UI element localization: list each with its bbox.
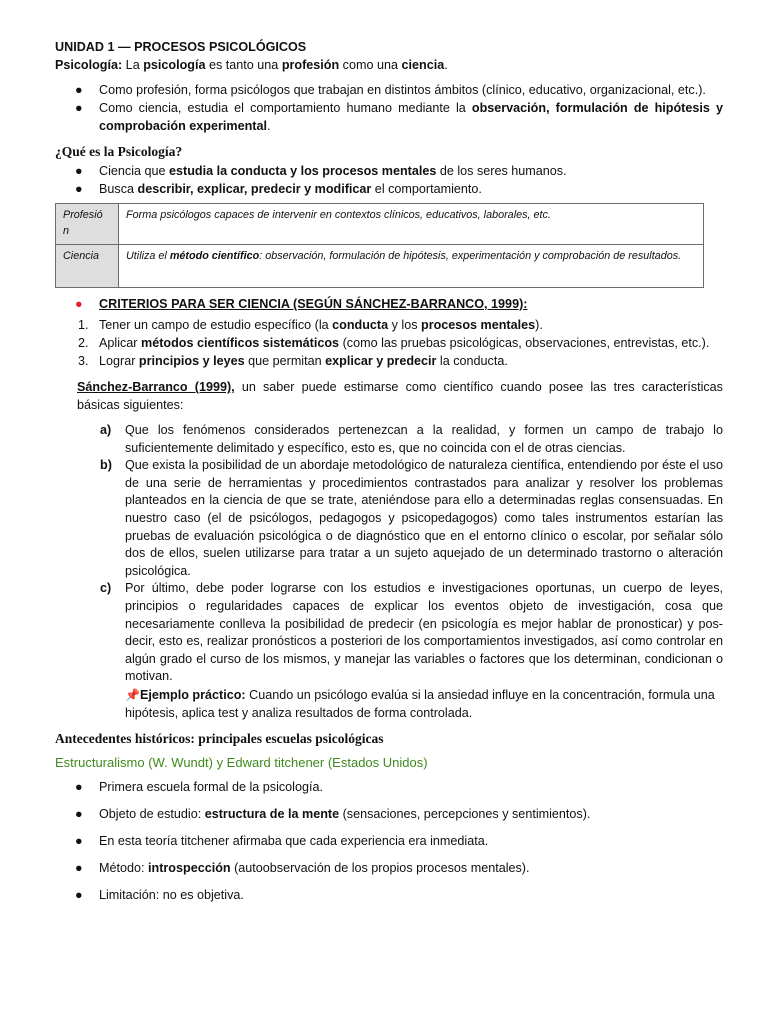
antecedentes-heading: Antecedentes históricos: principales escuelas psicológicas [55, 731, 384, 747]
pushpin-icon: 📌 [125, 687, 140, 702]
list-item: b) Que exista la posibilidad de un abordaje metodológico de naturaleza científica, entendiendo por éste el uso de una serie de herramientas y procedimientos contrastados para analizar y resolver los problemas planteados en la ciencia de que se trate, ateniéndose para ello a determinadas reglas consensuadas. En nuestro caso (el de psicólogos, pedagogos y psicopedagogos) como tales instrumentos estarían las pruebas de evaluación psicológica o de diagnóstico que en el entorno clínico o escolar, por señalar sólo dos de ellos, suelen utilizarse para tratar a un sujeto aquejado de un determinado trastorno o alteración psicológica. [100, 458, 723, 578]
list-item: ● Objeto de estudio: estructura de la mente (sensaciones, percepciones y sentimientos). [75, 807, 591, 822]
bullet-icon: ● [75, 861, 83, 876]
list-item: ● Como profesión, forma psicólogos que trabajan en distintos ámbitos (clínico, educativo, organizacional, etc.). [75, 83, 706, 97]
table-cell: Forma psicólogos capaces de intervenir en contextos clínicos, educativos, laborales, etc. [119, 204, 704, 245]
bullet-icon: ● [75, 780, 83, 795]
estructuralismo-subheading: Estructuralismo (W. Wundt) y Edward titchener (Estados Unidos) [55, 755, 428, 771]
characteristics-list [55, 422, 723, 722]
sanchez-paragraph: Sánchez-Barranco (1999), un saber puede estimarse como científico cuando posee las tres características básicas siguientes: [77, 380, 723, 412]
bullet-icon: ● [75, 83, 83, 97]
list-item: a) Que los fenómenos considerados pertenezcan a la realidad, y formen un campo de trabajo lo suficientemente delimitado y específico, esto es, que no coincida con el de otras ciencias. [100, 423, 723, 455]
table-row [56, 204, 704, 245]
table-row [56, 245, 704, 288]
list-item: ● Primera escuela formal de la psicología. [75, 780, 323, 795]
list-item: 1. Tener un campo de estudio específico (la conducta y los procesos mentales). [78, 318, 543, 332]
bullet-icon: ● [75, 807, 83, 822]
unit-title: UNIDAD 1 — PROCESOS PSICOLÓGICOS [55, 40, 307, 54]
criterios-heading-list [55, 295, 723, 313]
bullet-icon: ● [75, 164, 83, 178]
list-item: ● En esta teoría titchener afirmaba que cada experiencia era inmediata. [75, 834, 489, 849]
table-cell: Utiliza el método científico: observación, formulación de hipótesis, experimentación y comprobación de resultados. [119, 245, 704, 288]
bullet-icon: ● [75, 182, 83, 196]
bullet-icon: ● [75, 101, 83, 115]
ejemplo-practico: 📌Ejemplo práctico: Cuando un psicólogo evalúa si la ansiedad influye en la concentración, formula una hipótesis, aplica test y analiza resultados de forma controlada. [125, 687, 715, 720]
que-es-list [55, 162, 723, 198]
list-item: ● Limitación: no es objetiva. [75, 888, 244, 903]
list-item [55, 295, 723, 313]
table-cell-label: Ciencia [56, 245, 119, 288]
document-page [55, 38, 723, 904]
list-item: ● Ciencia que estudia la conducta y los procesos mentales de los seres humanos. [75, 164, 567, 178]
list-item: ● Método: introspección (autoobservación de los propios procesos mentales). [75, 861, 530, 876]
estructuralismo-list [55, 778, 723, 904]
list-item: c) Por último, debe poder lograrse con los estudios e investigaciones oportunas, un cuerpo de leyes, principios o regularidades capaces de explicar los eventos objeto de investigación, cosa que necesariamente conlleva la posibilidad de predecir (en psicología es mejor hablar de pronosticar) y pos-decir, esto es, realizar pronósticos a posteriori de los comportamientos investigados, así como controlar en algún grado el curso de los mismos, y manejar las variables o factores que los determinan, condicionan o motivan. 📌Ejemplo práctico: Cuando un psicólogo evalúa si la ansiedad influye en la concentración, formula una hipótesis, aplica test y analiza resultados de forma controlada. [55, 580, 723, 722]
criterios-heading: CRITERIOS PARA SER CIENCIA (SEGÚN SÁNCHEZ-BARRANCO, 1999): [99, 297, 528, 311]
intro-line: Psicología: La psicología es tanto una profesión como una ciencia. [55, 58, 448, 72]
que-es-heading: ¿Qué es la Psicología? [55, 144, 183, 159]
criterios-list [55, 316, 723, 370]
red-bullet-icon: ● [75, 297, 83, 311]
list-item: ● Busca describir, explicar, predecir y modificar el comportamiento. [75, 182, 482, 196]
list-item: 3. Lograr principios y leyes que permitan explicar y predecir la conducta. [78, 354, 508, 368]
profession-science-list [55, 81, 723, 135]
bullet-icon: ● [75, 888, 83, 903]
list-item: ● Como ciencia, estudia el comportamiento humano mediante la observación, formulación de hipótesis y comprobación experimental. [75, 101, 723, 133]
list-item: 2. Aplicar métodos científicos sistemáticos (como las pruebas psicológicas, observaciones, entrevistas, etc.). [78, 336, 710, 350]
profession-science-table [55, 203, 704, 288]
bullet-icon: ● [75, 834, 83, 849]
table-cell-label: Profesió n [56, 204, 119, 245]
